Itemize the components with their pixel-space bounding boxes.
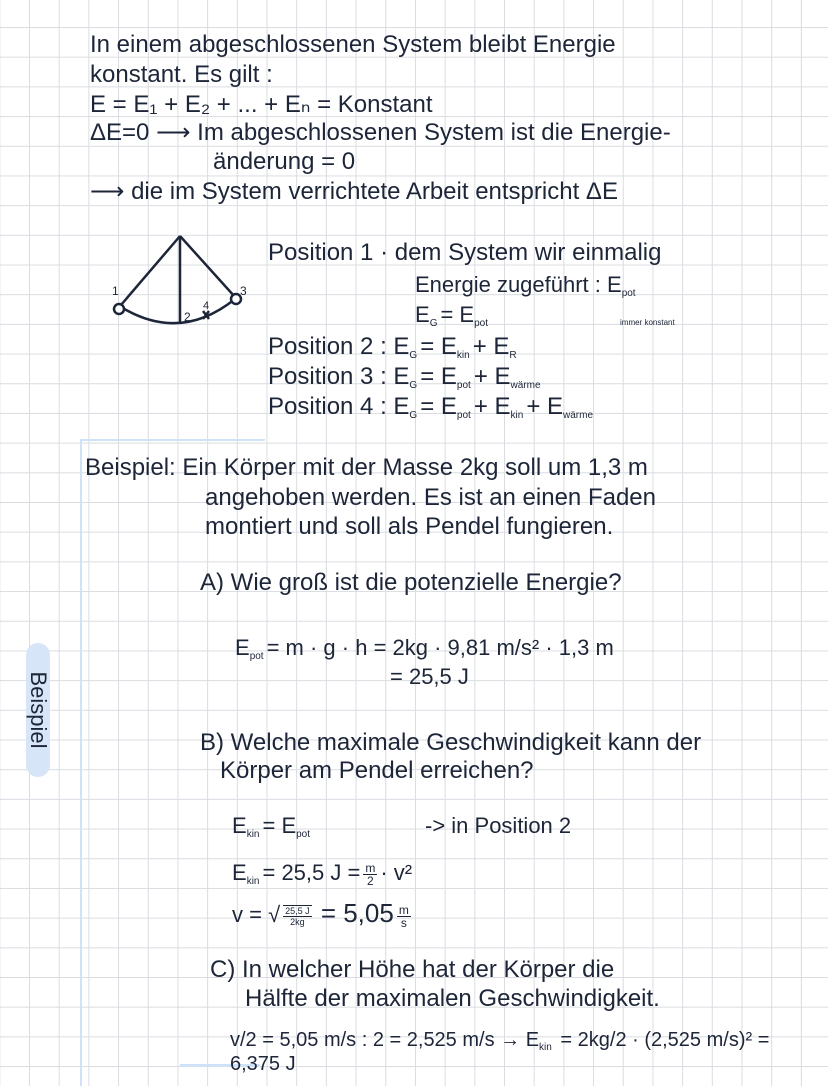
s: wärme [563, 410, 594, 421]
s: pot [456, 380, 471, 391]
eq: = E [262, 813, 297, 838]
s: G [409, 380, 418, 391]
s: wärme [510, 380, 541, 391]
position-4 [268, 394, 596, 420]
epot-calculation [235, 635, 614, 661]
p4r2: + E [473, 393, 511, 420]
constant-note: immer konstant [620, 318, 675, 327]
s: kin [246, 829, 260, 840]
sub-pot: pot [621, 288, 636, 299]
s: G [409, 410, 418, 421]
ekin-formula [232, 860, 412, 887]
sqrt-frac [283, 905, 312, 927]
question-c-line-1: C) In welcher Höhe hat der Körper die [210, 956, 615, 983]
position-2 [268, 334, 520, 360]
res: = 5,05 [320, 898, 394, 928]
intro-line-2: konstant. Es gilt : [90, 61, 273, 88]
s: kin [246, 876, 260, 887]
e: E [232, 860, 247, 885]
eq: = E [440, 302, 475, 327]
s: pot [296, 829, 311, 840]
s: pot [456, 410, 471, 421]
e: E [235, 635, 250, 660]
pendulum-label-2: 2 [184, 310, 191, 324]
p3r2: + E [473, 363, 511, 390]
sqrt: v = √ [232, 902, 281, 927]
position-1-energy-text: Energie zugeführt : E [415, 272, 622, 297]
question-a: A) Wie groß ist die potenzielle Energie? [200, 569, 622, 596]
p3: Position 3 : E [268, 363, 410, 390]
eg: E [415, 302, 430, 327]
eq: = 25,5 J = [262, 860, 361, 885]
question-c-calculation [230, 1028, 810, 1076]
m-over-2 [363, 862, 377, 887]
beispiel-tag [26, 643, 50, 777]
example-frame-top [80, 439, 265, 441]
intro-line-5: änderung = 0 [213, 148, 356, 175]
p3r: = E [420, 363, 457, 390]
ekin-equals-epot [232, 813, 313, 839]
d: s [400, 915, 407, 930]
p2r: = E [420, 333, 457, 360]
beispiel-tag-label: Beispiel [26, 671, 51, 749]
e: E [232, 813, 247, 838]
n: m [398, 902, 409, 917]
energy-sum-formula: E = E₁ + E₂ + ... + Eₙ = Konstant [90, 91, 433, 118]
pendulum-diagram [100, 225, 260, 335]
delta-e-explanation: ⟶ Im abgeschlossenen System ist die Energie- [156, 119, 671, 146]
example-line-1: Beispiel: Ein Körper mit der Masse 2kg soll um 1,3 m [85, 454, 648, 481]
example-frame-left [80, 439, 82, 1086]
v2: · v² [380, 860, 413, 885]
c2: = 2kg/2 · (2,525 m/s)² = 6,375 J [230, 1029, 770, 1075]
n: m [365, 860, 376, 875]
s: G [409, 350, 418, 361]
delta-e-line [90, 120, 671, 146]
intro-line-1: In einem abgeschlossenen System bleibt Energie [90, 31, 616, 58]
delta-e-zero: ΔE=0 [90, 119, 150, 146]
eq: = m · g · h = 2kg · 9,81 m/s² · 1,3 m [266, 635, 614, 660]
position-1-energy [415, 272, 639, 298]
question-c-line-2: Hälfte der maximalen Geschwindigkeit. [245, 985, 660, 1012]
d: 2 [367, 873, 374, 888]
pendulum-label-1: 1 [112, 284, 119, 298]
pendulum-label-4: 4 [203, 300, 210, 312]
p4r: = E [420, 393, 457, 420]
intro-line-6: ⟶ die im System verrichtete Arbeit entspricht ΔE [90, 178, 618, 205]
p2r2: + E [472, 333, 510, 360]
p2: Position 2 : E [268, 333, 410, 360]
example-line-2: angehoben werden. Es ist an einen Faden [205, 484, 656, 511]
s: R [509, 350, 517, 361]
position-1: Position 1 · dem System wir einmalig [268, 239, 662, 266]
example-line-3: montiert und soll als Pendel fungieren. [205, 513, 614, 540]
sub-pot: pot [474, 318, 489, 329]
n: 25,5 J [285, 906, 310, 917]
s: kin [510, 410, 524, 421]
unit [397, 904, 411, 929]
pendulum-label-3: 3 [240, 284, 247, 298]
sub-g: G [429, 318, 438, 329]
velocity-result [232, 900, 414, 929]
s: pot [249, 651, 264, 662]
epot-result: = 25,5 J [390, 664, 469, 689]
position-3 [268, 364, 544, 390]
d: 2kg [290, 917, 305, 928]
question-b-line-2: Körper am Pendel erreichen? [220, 757, 534, 784]
s: kin [539, 1042, 552, 1053]
p4r3: + E [526, 393, 564, 420]
s: kin [456, 350, 470, 361]
position-2-note: -> in Position 2 [425, 813, 572, 838]
question-b-line-1: B) Welche maximale Geschwindigkeit kann der [200, 729, 702, 756]
p4: Position 4 : E [268, 393, 410, 420]
c1: v/2 = 5,05 m/s : 2 = 2,525 m/s → E [230, 1029, 540, 1051]
eg-equals-epot [415, 302, 491, 328]
